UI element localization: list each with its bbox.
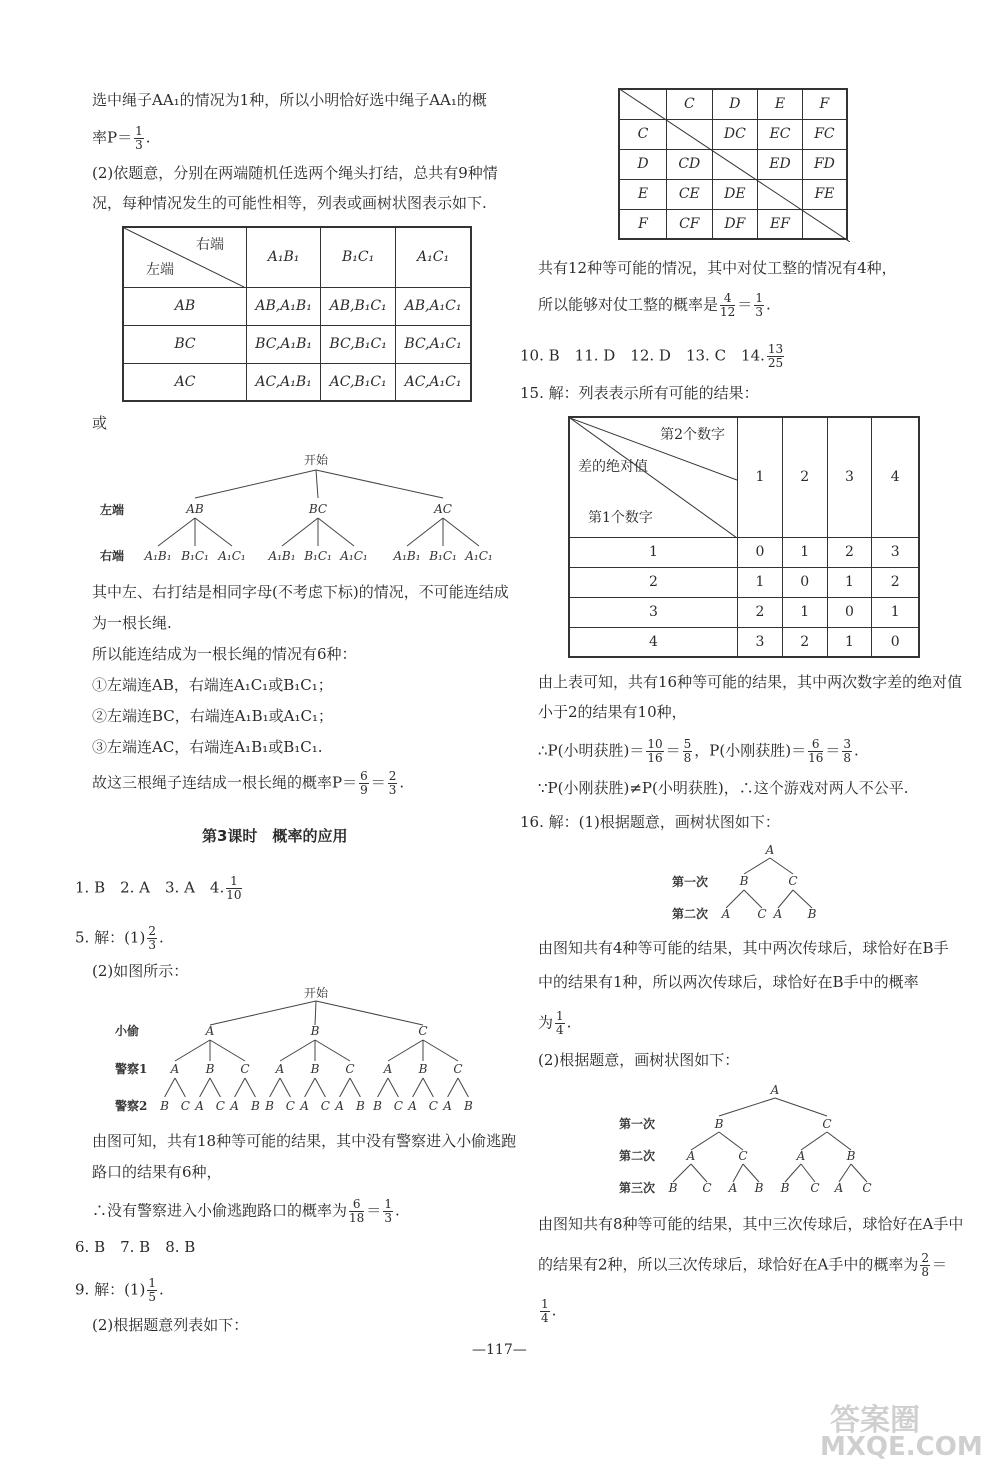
text-line: 况，每种情况发生的可能性相等，列表或画树状图表示如下. (92, 194, 487, 212)
tree-leaf: B (250, 1099, 260, 1113)
col-header: F (802, 89, 847, 119)
text-line: ②左端连BC，右端连A₁B₁或A₁C₁； (92, 707, 333, 725)
row-header: E (619, 179, 667, 209)
header-bottom-label: 第1个数字 (588, 509, 653, 526)
text-line: ①左端连AB，右端连A₁C₁或B₁C₁； (92, 676, 333, 694)
row-header: AC (123, 363, 247, 401)
tree-leaf: A (300, 1099, 309, 1113)
fraction: $\frac{1}{4}$ (556, 1009, 564, 1037)
table-cell: 1 (782, 597, 827, 627)
text-line: (2)如图所示： (92, 962, 189, 980)
table-cell: AB,B₁C₁ (321, 287, 396, 325)
text-line: ∵P(小刚获胜)≠P(小明获胜)，∴这个游戏对两人不公平. (538, 779, 909, 797)
tree-level-label: 第一次 (619, 1117, 656, 1131)
table-cell: FD (802, 149, 847, 179)
table-cell: AB,A₁C₁ (396, 287, 471, 325)
tree-level-label: 第二次 (619, 1149, 656, 1163)
text-line: 为 $\frac{1}{4}$ . (538, 1009, 572, 1037)
tree-level-label: 右端 (100, 549, 125, 563)
table-cell: 2 (872, 567, 919, 597)
text-line: 故这三根绳子连结成一根长绳的概率P＝ $\frac{6}{9}$ ＝ $\frac{2}{3}$ . (92, 769, 405, 797)
fraction: $\frac{4}{12}$ (720, 291, 736, 319)
table-cell: BC,B₁C₁ (321, 325, 396, 363)
tree-leaf: C (215, 1099, 225, 1113)
table-cell: CF (667, 209, 713, 239)
watermark-url: MXQE.COM (820, 1432, 983, 1462)
table-cell: 2 (738, 597, 783, 627)
table-cell: 2 (782, 627, 827, 657)
table-cell: 1 (872, 597, 919, 627)
answer-line: 9. 解：(1) $\frac{1}{5}$ . (75, 1276, 164, 1304)
tree-leaf: A (728, 1181, 738, 1195)
tree-level-label: 警察1 (115, 1062, 148, 1076)
tree-node: A (170, 1062, 180, 1076)
tree-leaf: B (807, 907, 817, 921)
text-line: (2)根据题意列表如下： (92, 1316, 249, 1334)
row-header: BC (123, 325, 247, 363)
diagonal-header-cell (123, 227, 247, 287)
tree-level-label: 警察2 (115, 1099, 148, 1113)
text-line: $\frac{1}{4}$ . (541, 1297, 557, 1325)
tree-node: A (796, 1149, 806, 1163)
table-cell: EF (758, 209, 803, 239)
fraction: $\frac{2}{3}$ (388, 769, 397, 797)
tree-leaf: B (463, 1099, 473, 1113)
text-line: 小于2的结果有10种， (538, 703, 687, 721)
two-pass-tree-diagram (668, 840, 848, 930)
tree-leaf: B (160, 1099, 170, 1113)
col-header: 2 (782, 417, 827, 537)
tree-node: B (739, 874, 749, 888)
fraction: $\frac{5}{8}$ (683, 737, 692, 765)
tree-level-label: 左端 (100, 503, 125, 517)
header-right-label: 右端 (196, 237, 224, 253)
tree-node: BC (308, 502, 328, 516)
row-header: F (619, 209, 667, 239)
tree-leaf: A (443, 1099, 452, 1113)
row-header: C (619, 119, 667, 149)
tree-leaf: C (757, 907, 767, 921)
col-header: C (667, 89, 713, 119)
tree-node: C (345, 1062, 355, 1076)
fraction: $\frac{1}{3}$ (384, 1197, 392, 1225)
fraction: $\frac{2}{3}$ (148, 924, 156, 952)
fraction: $\frac{1}{10}$ (226, 874, 242, 902)
text-line: 或 (92, 414, 108, 432)
table-cell: DE (712, 179, 758, 209)
tree-leaf: B₁C₁ (181, 549, 209, 563)
table-cell: FE (802, 179, 847, 209)
fraction: $\frac{1}{3}$ (755, 291, 763, 319)
tree-leaf: A (335, 1099, 344, 1113)
tree-node: C (788, 874, 798, 888)
tree-node: A (383, 1062, 393, 1076)
tree-leaf: C (285, 1099, 295, 1113)
table-cell: 2 (827, 537, 872, 567)
page-number: —117— (472, 1342, 527, 1358)
tree-root: A (765, 843, 775, 857)
tree-leaf: A (408, 1099, 417, 1113)
header-mid-label: 差的绝对值 (578, 459, 648, 475)
answer-line: 6. B 7. B 8. B (75, 1238, 196, 1256)
tree-node: C (418, 1024, 428, 1038)
tree-leaf: C (428, 1099, 438, 1113)
tree-leaf: A (230, 1099, 239, 1113)
fraction: $\frac{6}{16}$ (808, 737, 824, 765)
answer-line: 1. B 2. A 3. A 4. $\frac{1}{10}$ (75, 874, 242, 902)
tree-leaf: C (702, 1181, 712, 1195)
table-cell: 3 (872, 537, 919, 567)
tree-level-label: 第三次 (619, 1181, 656, 1195)
tree-level-label: 第二次 (672, 907, 709, 921)
tree-leaf: B (373, 1099, 383, 1113)
answer-line: 10. B 11. D 12. D 13. C 14. $\frac{13}{25}$ (520, 342, 784, 370)
tree-node: B (310, 1024, 320, 1038)
tree-node: C (822, 1117, 832, 1131)
header-top-label: 第2个数字 (660, 427, 725, 443)
tree-node: B (846, 1149, 856, 1163)
col-header: 3 (827, 417, 872, 537)
tree-leaf: B₁C₁ (304, 549, 332, 563)
text-line: ∴P(小明获胜)＝ $\frac{10}{16}$ ＝ $\frac{5}{8}$ ，P(小刚获胜)＝ $\frac{6}{16}$ ＝ $\frac{3}{8}$ . (538, 737, 859, 765)
text-line: (2)依题意，分别在两端随机任选两个绳头打结，总共有9种情 (92, 164, 498, 182)
col-header: E (758, 89, 803, 119)
row-header: 2 (569, 567, 738, 597)
text-line: 共有12种等可能的情况，其中对仗工整的情况有4种， (538, 259, 897, 277)
tree-leaf: B (265, 1099, 275, 1113)
text-line: 由图可知，共有18种等可能的结果，其中没有警察进入小偷逃跑 (92, 1132, 517, 1150)
tree-root: A (770, 1083, 780, 1097)
table-cell: AC,B₁C₁ (321, 363, 396, 401)
tree-leaf: A₁C₁ (465, 549, 493, 563)
text-line: 中的结果有1种，所以两次传球后，球恰好在B手中的概率 (538, 973, 919, 991)
diagonal-header-cell (569, 417, 738, 537)
fraction: $\frac{6}{9}$ (360, 769, 368, 797)
three-pass-tree-diagram (615, 1080, 895, 1200)
answer-line: 5. 解：(1) $\frac{2}{3}$ . (75, 924, 164, 952)
fraction: $\frac{13}{25}$ (767, 342, 784, 370)
text-line: 所以能够对仗工整的概率是 $\frac{4}{12}$ ＝ $\frac{1}{3}$ . (538, 291, 771, 319)
table-cell: EC (758, 119, 803, 149)
tree-leaf: C (393, 1099, 403, 1113)
table-cell: 0 (827, 597, 872, 627)
text-line: ∴没有警察进入小偷逃跑路口的概率为 $\frac{6}{18}$ ＝ $\frac{1}{3}$ . (92, 1197, 400, 1225)
col-header: B₁C₁ (321, 227, 396, 287)
tree-leaf: A₁C₁ (218, 549, 246, 563)
tree-leaf: B (754, 1181, 764, 1195)
tree-node: C (738, 1149, 748, 1163)
col-header: D (712, 89, 758, 119)
tree-leaf: B (780, 1181, 790, 1195)
row-header: 1 (569, 537, 738, 567)
tree-leaf: A₁B₁ (268, 549, 296, 563)
table-cell: 1 (738, 567, 783, 597)
table-cell: BC,A₁B₁ (247, 325, 321, 363)
table-cell: FC (802, 119, 847, 149)
table-cell: 0 (872, 627, 919, 657)
tree-leaf: A₁C₁ (340, 549, 368, 563)
answer-line: 16. 解：(1)根据题意，画树状图如下： (520, 813, 780, 831)
text-line: 率P＝ $\frac{1}{3}$ . (92, 124, 151, 152)
col-header: A₁C₁ (396, 227, 471, 287)
table-cell: AB,A₁B₁ (247, 287, 321, 325)
tree-leaf: B (668, 1181, 678, 1195)
table-cell: 1 (782, 537, 827, 567)
tree-leaf: A (721, 907, 731, 921)
table-cell: 3 (738, 627, 783, 657)
text-line: 所以能连结成为一根长绳的情况有6种： (92, 645, 357, 663)
tree-level-label: 第一次 (672, 875, 709, 889)
text-line: (2)根据题意，画树状图如下： (538, 1051, 740, 1069)
text-line: 的结果有2种，所以三次传球后，球恰好在A手中的概率为 $\frac{2}{8}$ ＝ (538, 1251, 948, 1279)
fraction: $\frac{10}{16}$ (647, 737, 663, 765)
row-header: 4 (569, 627, 738, 657)
tree-leaf: C (862, 1181, 872, 1195)
fraction: $\frac{1}{4}$ (541, 1297, 549, 1325)
fraction: $\frac{1}{5}$ (148, 1276, 156, 1304)
difference-table (568, 416, 920, 658)
tree-leaf: A₁B₁ (144, 549, 172, 563)
table-cell: CD (667, 149, 713, 179)
text-line: 为一根长绳. (92, 614, 172, 632)
fraction: $\frac{3}{8}$ (843, 737, 852, 765)
tree-node: AC (434, 502, 452, 516)
tree-leaf: A (195, 1099, 204, 1113)
table-cell: ED (758, 149, 803, 179)
watermark-logo: 答案圈 (830, 1403, 920, 1438)
tree-root: 开始 (303, 453, 329, 467)
table-cell: DC (712, 119, 758, 149)
tree-node: B (418, 1062, 428, 1076)
fraction: $\frac{6}{18}$ (349, 1197, 365, 1225)
section-title: 第3课时 概率的应用 (202, 827, 348, 845)
rope-tree-diagram (90, 450, 510, 570)
tree-node: B (205, 1062, 215, 1076)
table-cell: AC,A₁C₁ (396, 363, 471, 401)
col-header: A₁B₁ (247, 227, 321, 287)
text-line: 由图知共有8种等可能的结果，其中三次传球后，球恰好在A手中 (538, 1215, 964, 1233)
tree-root: 开始 (303, 986, 329, 1000)
rope-table (122, 226, 472, 402)
table-cell: 0 (782, 567, 827, 597)
col-header: 4 (872, 417, 919, 537)
text-line: 路口的结果有6种， (92, 1163, 222, 1181)
row-header: 3 (569, 597, 738, 627)
tree-leaf: B (355, 1099, 365, 1113)
table-cell: BC,A₁C₁ (396, 325, 471, 363)
tree-leaf: A (834, 1181, 844, 1195)
thief-police-tree-diagram (110, 983, 490, 1123)
fraction: $\frac{2}{8}$ (921, 1251, 930, 1279)
row-header: D (619, 149, 667, 179)
tree-leaf: A₁B₁ (393, 549, 421, 563)
tree-node: AB (186, 502, 204, 516)
tree-node: B (714, 1117, 724, 1131)
table-cell: CE (667, 179, 713, 209)
tree-level-label: 小偷 (115, 1024, 140, 1038)
table-cell: AC,A₁B₁ (247, 363, 321, 401)
row-header: AB (123, 287, 247, 325)
tree-node: B (310, 1062, 320, 1076)
tree-node: A (275, 1062, 285, 1076)
table-cell: 1 (827, 627, 872, 657)
text-line: 其中左、右打结是相同字母(不考虑下标)的情况，不可能连结成 (92, 583, 509, 601)
table-cell: 1 (827, 567, 872, 597)
answer-line: 15. 解：列表表示所有可能的结果： (520, 384, 759, 402)
tree-leaf: A (773, 907, 783, 921)
text-line: ③左端连AC，右端连A₁B₁或B₁C₁. (92, 738, 323, 756)
tree-leaf: C (320, 1099, 330, 1113)
tree-node: C (453, 1062, 463, 1076)
tree-leaf: C (810, 1181, 820, 1195)
tree-node: A (205, 1024, 215, 1038)
tree-node: A (686, 1149, 696, 1163)
text-line: 由图知共有4种等可能的结果，其中两次传球后，球恰好在B手 (538, 939, 949, 957)
text-line: 选中绳子AA₁的情况为1种，所以小明恰好选中绳子AA₁的概 (92, 91, 487, 109)
tree-leaf: B₁C₁ (429, 549, 457, 563)
table-cell: 0 (738, 537, 783, 567)
tree-leaf: C (180, 1099, 190, 1113)
table-cell: DF (712, 209, 758, 239)
tree-node: C (240, 1062, 250, 1076)
text-line: 由上表可知，共有16种等可能的结果，其中两次数字差的绝对值 (538, 673, 963, 691)
table-diagonal (618, 88, 850, 242)
header-left-label: 左端 (146, 261, 174, 278)
col-header: 1 (738, 417, 783, 537)
fraction: $\frac{1}{3}$ (135, 124, 143, 152)
